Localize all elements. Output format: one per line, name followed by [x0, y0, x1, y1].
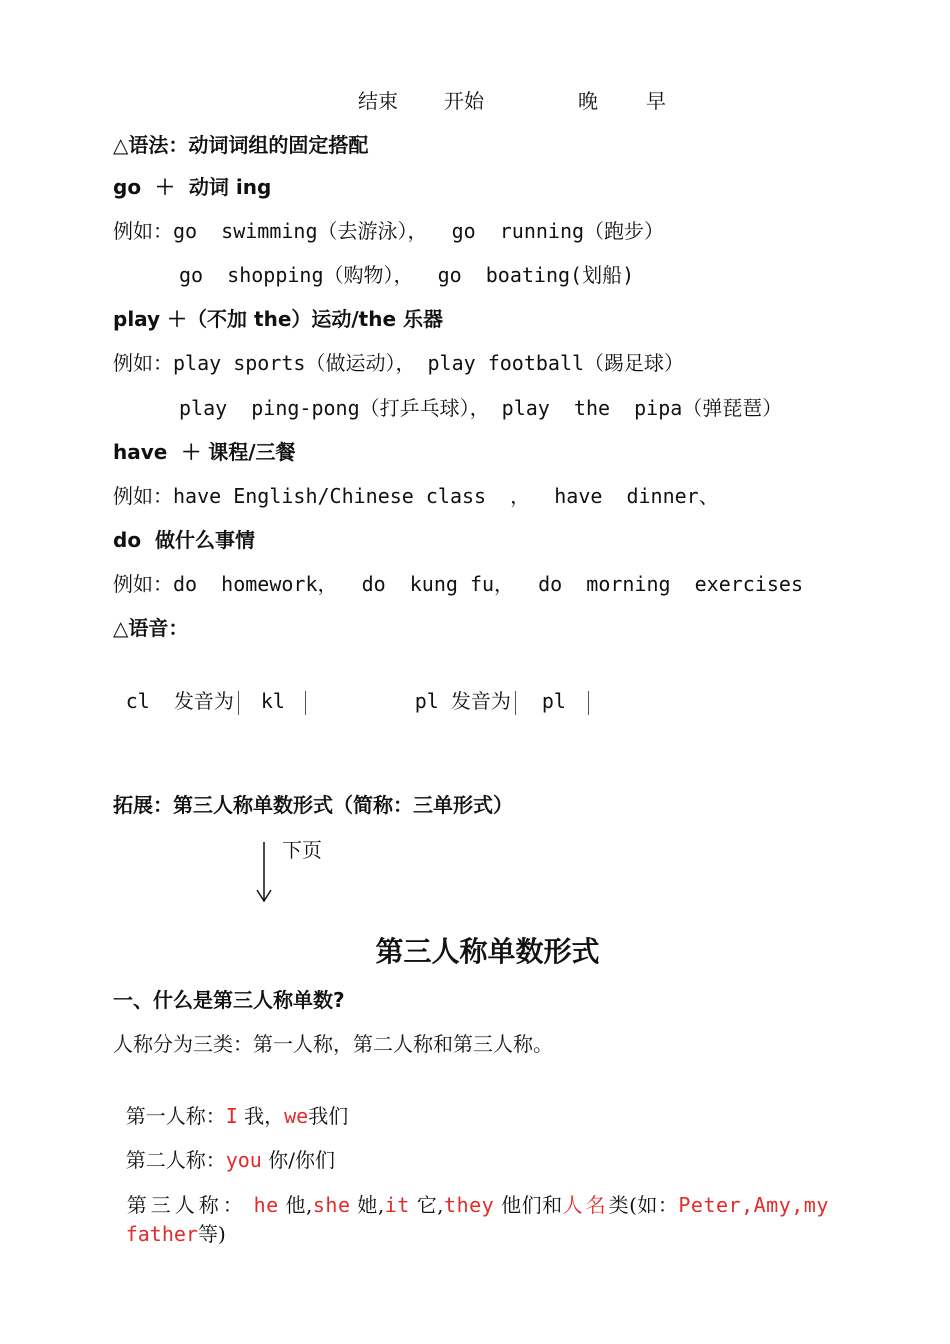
pronoun-they: they [444, 1193, 495, 1217]
names-category: 人名 [562, 1193, 609, 1217]
question-heading: 一、什么是第三人称单数? [113, 988, 345, 1012]
have-example [113, 482, 719, 510]
pronoun-he-cn: 他, [285, 1193, 313, 1217]
names-category-cn: 类(如： [608, 1193, 679, 1217]
pronoun-we-cn: 我们 [308, 1104, 349, 1128]
phonics-heading: △语音： [113, 616, 189, 640]
top-word-late: 晚 [578, 89, 598, 113]
phonetic-bar-right [588, 691, 589, 715]
example-prefix: 例如： [113, 572, 173, 596]
pronoun-it-cn: 它, [416, 1193, 445, 1217]
pronoun-i-cn: 我， [244, 1104, 285, 1128]
do-example-text: do homework， do kung fu， do morning exercises [173, 572, 804, 596]
have-rule: have ＋ 课程/三餐 [113, 440, 296, 464]
pronoun-you-cn: 你/你们 [261, 1148, 335, 1172]
phonetic-bar-left [515, 691, 516, 715]
pronoun-we: we [284, 1104, 309, 1128]
example-prefix: 例如： [113, 484, 173, 508]
next-page-label: 下页 [282, 838, 322, 862]
pronoun-they-cn: 他们和 [501, 1193, 563, 1217]
phonetic-bar-right [305, 691, 306, 715]
pronoun-he: he [253, 1193, 279, 1217]
go-example-2: go shopping（购物）， go boating(划船) [179, 263, 635, 287]
play-example-1-text: play sports（做运动）， play football（踢足球） [173, 351, 685, 375]
third-person-line-continued [113, 1192, 226, 1248]
top-word-early: 早 [646, 89, 666, 113]
cl-sound: kl [260, 689, 285, 713]
pl-label: pl 发音为 [414, 689, 511, 713]
play-rule: play ＋（不加 the）运动/the 乐器 [113, 307, 444, 331]
top-word-start: 开始 [444, 89, 484, 113]
pronoun-she-cn: 她, [357, 1193, 385, 1217]
go-rule: go ＋ 动词 ing [113, 175, 272, 199]
name-example-father: father [125, 1222, 198, 1246]
example-prefix: 例如： [113, 219, 173, 243]
third-person-label: 第三人称： [126, 1193, 247, 1217]
do-example [113, 570, 803, 598]
play-example-2: play ping-pong（打乒乓球）， play the pipa（弹琵琶） [179, 396, 783, 420]
pronoun-you: you [225, 1148, 262, 1172]
second-person-label: 第二人称： [125, 1148, 226, 1172]
cl-label: cl 发音为 [125, 689, 234, 713]
pl-sound: pl [541, 689, 566, 713]
go-example-1 [113, 217, 664, 245]
section-title: 第三人称单数形式 [375, 935, 600, 968]
phonics-pl-row [402, 659, 593, 715]
down-arrow-icon [253, 840, 277, 906]
phonics-cl-row [113, 659, 310, 715]
pronoun-she: she [312, 1193, 351, 1217]
grammar-heading: △语法：动词词组的固定搭配 [113, 133, 369, 157]
top-word-end: 结束 [358, 89, 398, 113]
have-example-text: have English/Chinese class ， have dinner、 [173, 484, 719, 508]
pronoun-it: it [384, 1193, 410, 1217]
do-rule: do 做什么事情 [113, 528, 255, 552]
intro-line: 人称分为三类：第一人称，第二人称和第三人称。 [113, 1032, 553, 1056]
third-person-end: 等) [197, 1222, 226, 1246]
first-person-label: 第一人称： [125, 1104, 226, 1128]
name-examples: Peter,Amy,my [678, 1193, 829, 1217]
extension-heading: 拓展：第三人称单数形式（简称：三单形式） [113, 793, 513, 817]
play-example-1 [113, 349, 684, 377]
go-example-1-text: go swimming（去游泳）， go running（跑步） [173, 219, 665, 243]
pronoun-i: I [225, 1104, 238, 1128]
example-prefix: 例如： [113, 351, 173, 375]
phonetic-bar-left [238, 691, 239, 715]
